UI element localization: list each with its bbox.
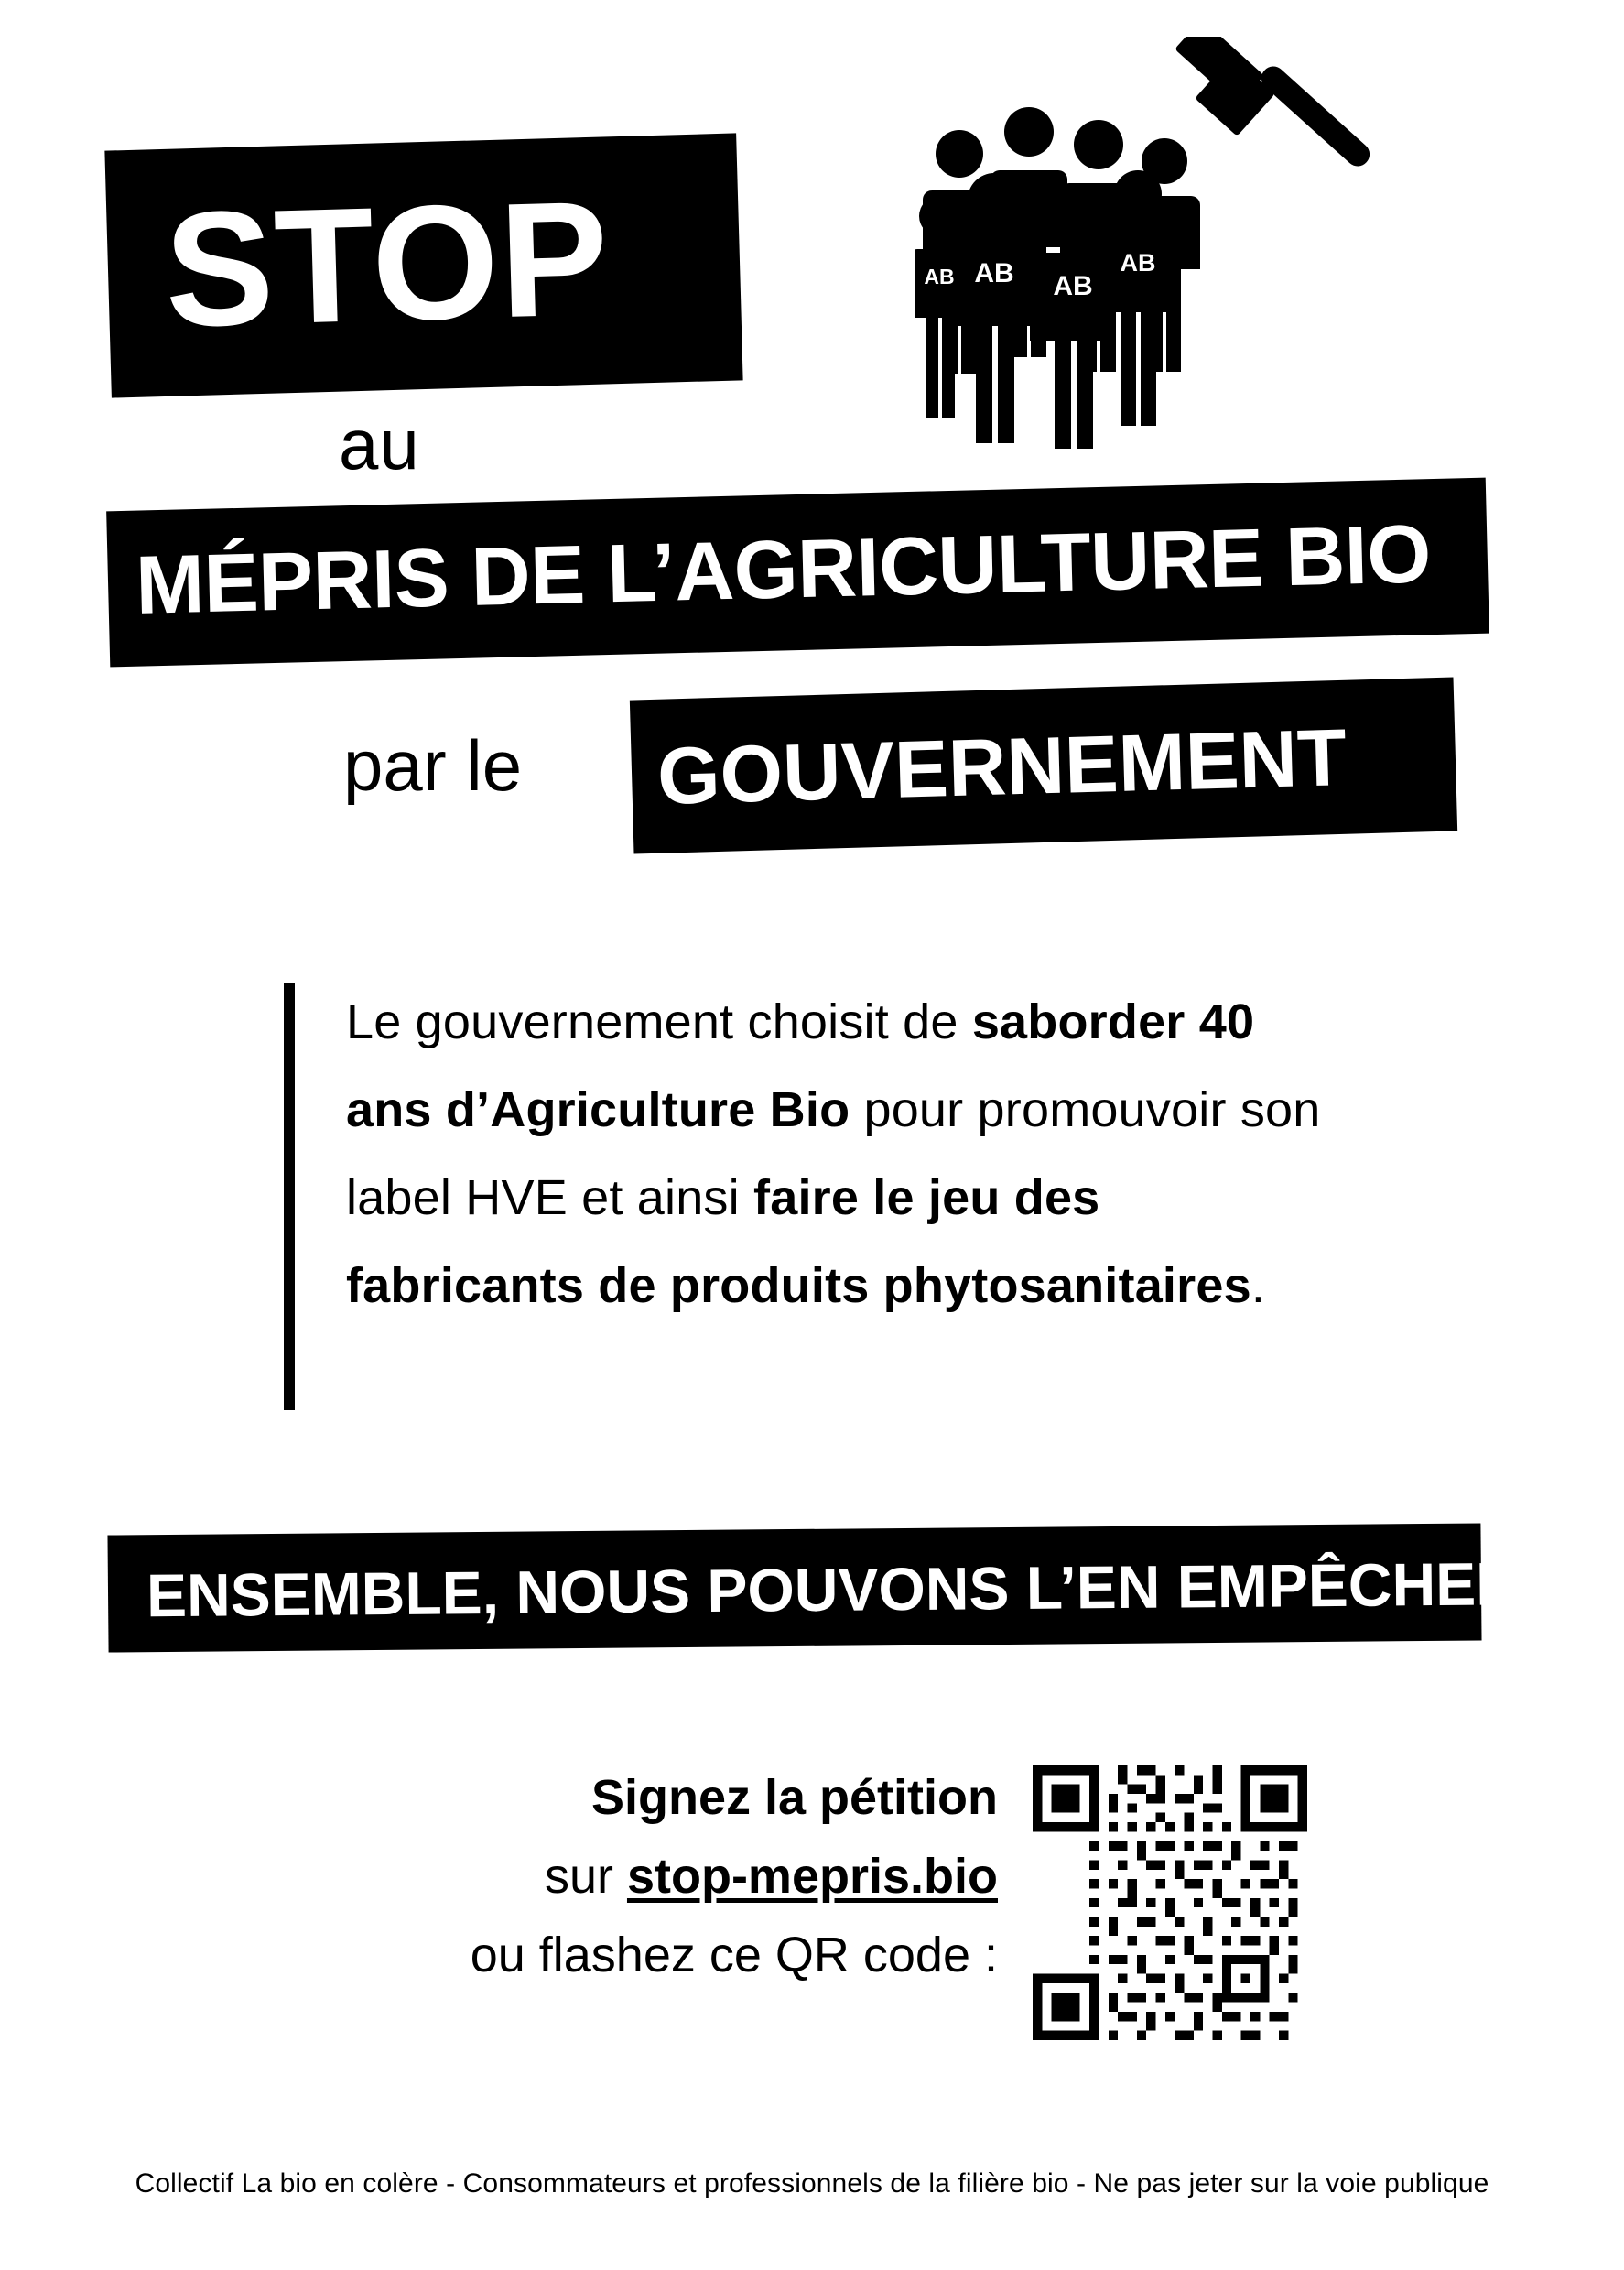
body-paragraph-block [284,978,1337,1330]
body-segment-1: saborder 40 ans d’Agriculture Bio [346,994,1255,1137]
qr-code-graphic [1033,1765,1307,2040]
headline-mepris: MÉPRIS DE L’AGRICULTURE BIO [134,508,1432,632]
body-segment-3: faire le jeu des fabricants de produits phytosanitaires [346,1170,1251,1313]
body-segment-4: . [1250,1258,1266,1313]
petition-block [302,1758,998,1994]
crowd-icon [915,37,1373,449]
cta-banner-text: ENSEMBLE, NOUS POUVONS L’EN EMPÊCHER ! [146,1548,1557,1630]
body-segment-0: Le gouvernement choisit de [346,994,972,1049]
ab-badge: AB [1120,249,1156,277]
ab-badge: AB [1053,271,1093,301]
hero-section [0,0,1624,934]
headline-connector-au: au [339,404,420,484]
footer-credit: Collectif La bio en colère - Consommateurs et professionnels de la filière bio - Ne pas jeter sur la voie publique [135,2168,1489,2199]
headline-gouvernement: GOUVERNEMENT [655,711,1348,821]
petition-url-link[interactable]: stop-mepris.bio [626,1849,998,1904]
petition-url-prefix: sur [544,1849,627,1904]
qr-code[interactable] [1033,1765,1307,2040]
petition-headline: Signez la pétition [590,1770,998,1825]
petition-url-line [302,1837,998,1916]
body-segment-2: pour promouvoir son label HVE et ainsi [346,1082,1321,1225]
headline-connector-par-le: par le [343,725,523,806]
headline-stop: STOP [162,166,612,362]
gavel-icon [1175,37,1373,171]
body-paragraph [284,978,1337,1330]
petition-qr-instruction: ou flashez ce QR code : [470,1928,998,1982]
ab-badge: AB [974,258,1014,288]
ab-badge: AB [924,265,955,288]
crowd-gavel-illustration [915,37,1373,449]
paragraph-accent-rule [284,983,295,1410]
